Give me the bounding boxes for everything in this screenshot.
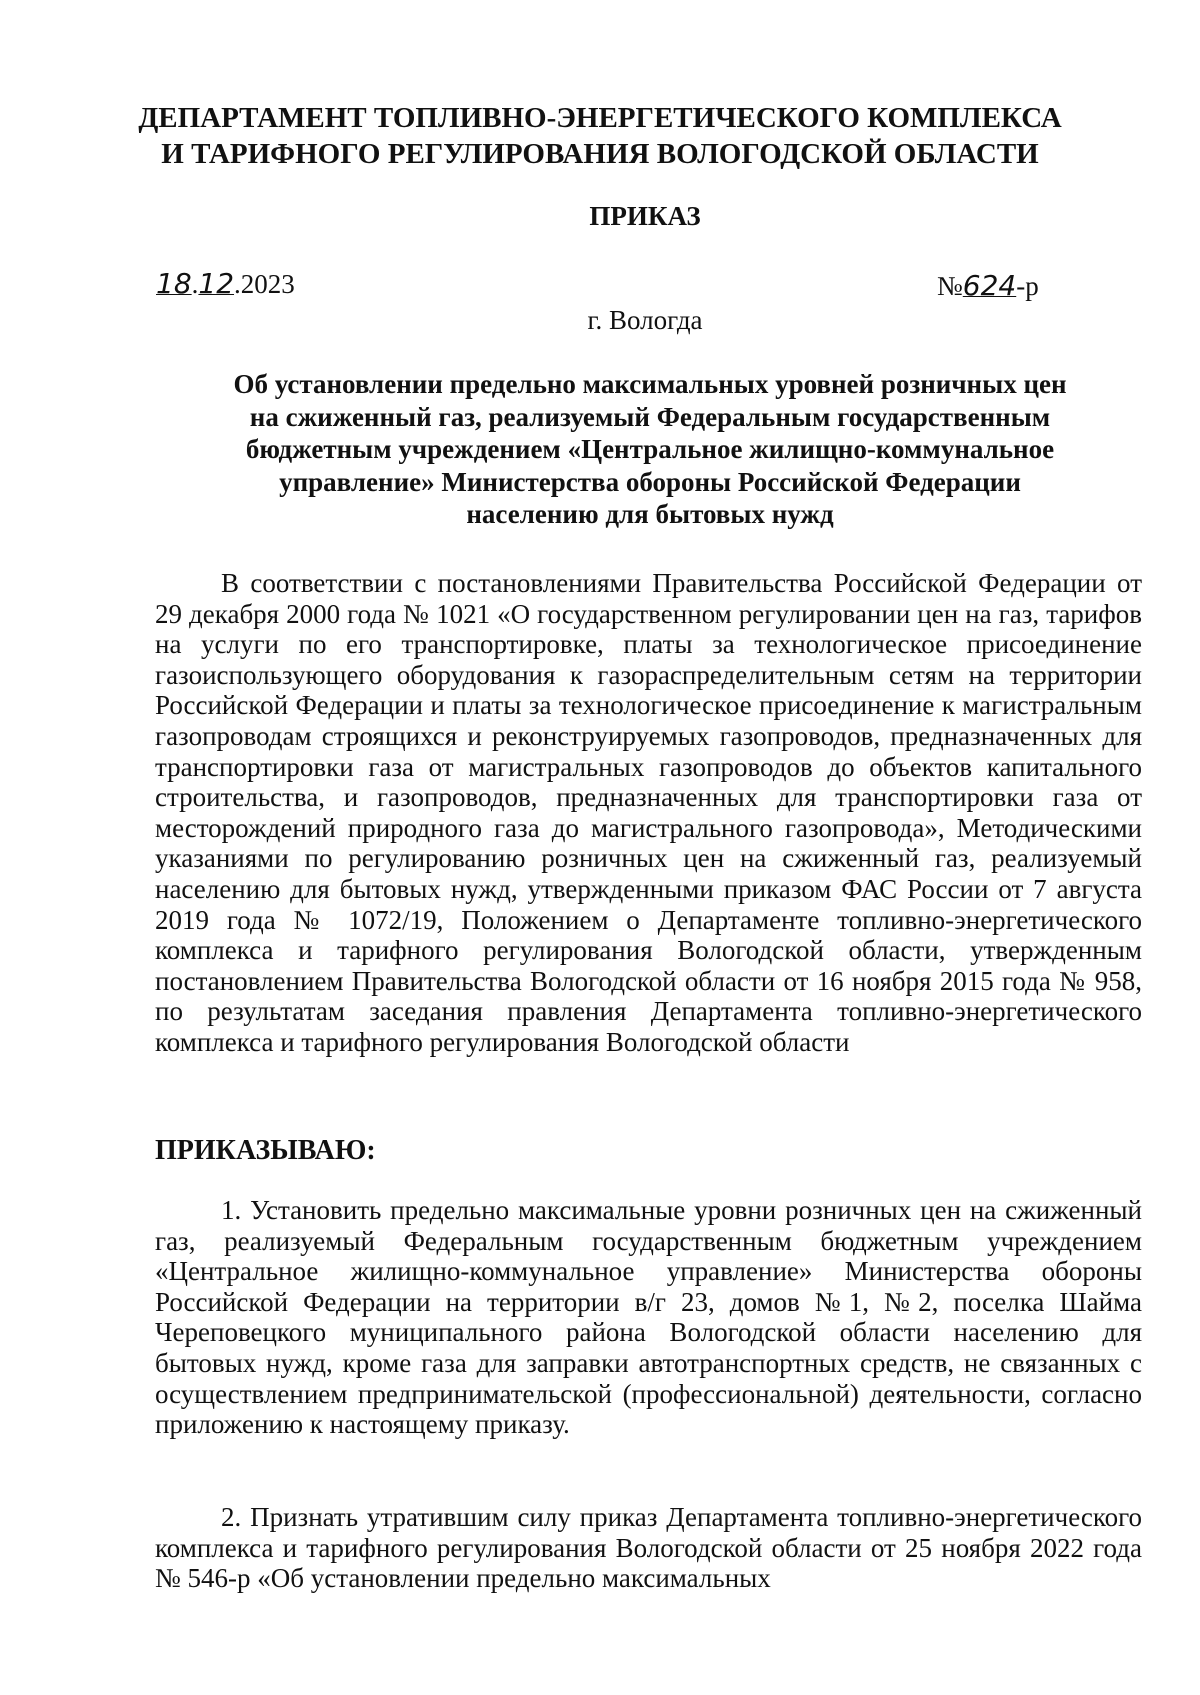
subject-line-1: Об установлении предельно максимальных уровней розничных цен — [233, 369, 1067, 399]
order-date — [156, 268, 295, 300]
number-handwritten: 624 — [962, 269, 1017, 302]
department-line-1: ДЕПАРТАМЕНТ ТОПЛИВНО-ЭНЕРГЕТИЧЕСКОГО КОМПЛЕКСА — [138, 102, 1062, 134]
subject-line-3: бюджетным учреждением «Центральное жилищно-коммунальное — [245, 434, 1055, 464]
department-line-2: И ТАРИФНОГО РЕГУЛИРОВАНИЯ ВОЛОГОДСКОЙ ОБЛАСТИ — [161, 138, 1039, 170]
order-subject — [150, 368, 1150, 531]
order-item-1: 1. Установить предельно максимальные уровни розничных цен на сжиженный газ, реализуемый Федеральным государственным бюджетным учреждением «Центральное жилищно-коммунальное управление» Министерства обороны Российской Федерации на территории в/г 23, домов №1, №2, поселка Шайма Череповецкого муниципального района Вологодской области населению для бытовых нужд, кроме газа для заправки автотранспортных средств, не связанных с осуществлением предпринимательской (профессиональной) деятельности, согласно приложению к настоящему приказу. — [155, 1195, 1142, 1440]
number-prefix: № — [937, 271, 963, 301]
date-separator: . — [191, 269, 199, 299]
department-name — [0, 100, 1200, 172]
legal-basis-paragraph: В соответствии с постановлениями Правительства Российской Федерации от 29 декабря 2000 года № 1021 «О государственном регулировании цен на газ, тарифов на услуги по его транспортировке, платы за технологическое присоединение газоиспользующего оборудования к газораспределительным сетям на территории Российской Федерации и платы за технологическое присоединение к магистральным газопроводам строящихся и реконструируемых газопроводов, предназначенных для транспортировки газа от магистральных газопроводов до объектов капитального строительства, и газопроводов, предназначенных для транспортировки газа от месторождений природного газа до магистрального газопровода», Методическими указаниями по регулированию розничных цен на сжиженный газ, реализуемый населению для бытовых нужд, утвержденными приказом ФАС России от 7 августа 2019 года № 1072/19, Положением о Департаменте топливно-энергетического комплекса и тарифного регулирования Вологодской области, утвержденным постановлением Правительства Вологодской области от 16 ноября 2015 года № 958, по результатам заседания правления Департамента топливно-энергетического комплекса и тарифного регулирования Вологодской области — [155, 568, 1142, 1057]
subject-line-5: населению для бытовых нужд — [466, 499, 834, 529]
order-number — [937, 270, 1039, 302]
number-suffix: -р — [1016, 271, 1039, 301]
subject-line-2: на сжиженный газ, реализуемый Федеральным государственным — [249, 401, 1051, 432]
order-title: ПРИКАЗ — [589, 201, 701, 231]
order-city: г. Вологда — [587, 305, 703, 335]
order-item-2: 2. Признать утратившим силу приказ Департамента топливно-энергетического комплекса и тарифного регулирования Вологодской области от 25 ноября 2022 года № 546-р «Об установлении предельно максимальных — [155, 1502, 1142, 1594]
date-month-handwritten: 12 — [198, 267, 235, 300]
subject-line-4: управление» Министерства обороны Российской Федерации — [279, 466, 1021, 497]
date-year: .2023 — [234, 269, 295, 299]
decree-word: ПРИКАЗЫВАЮ: — [155, 1135, 376, 1166]
date-day-handwritten: 18 — [156, 267, 192, 300]
